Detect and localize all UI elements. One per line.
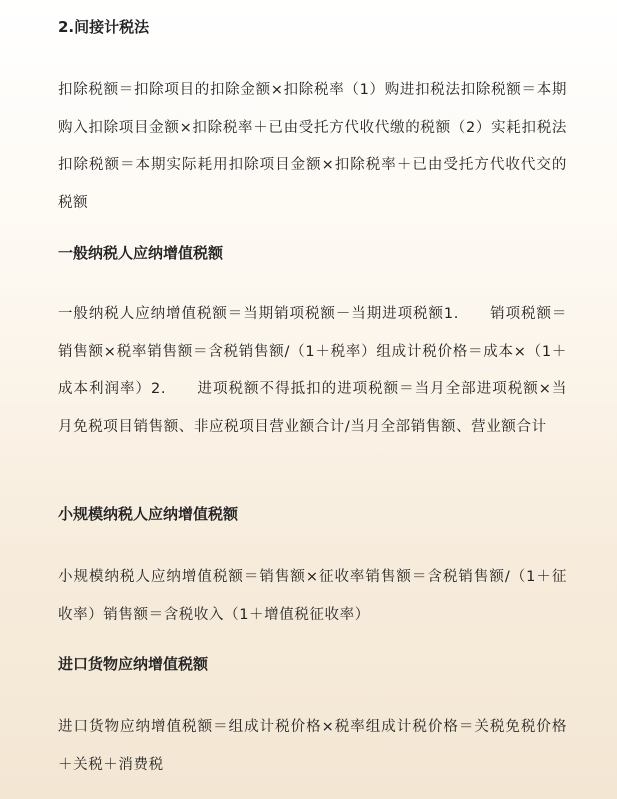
section-indirect-tax-method (58, 16, 567, 222)
section-body: 小规模纳税人应纳增值税额＝销售额×征收率销售额＝含税销售额/（1＋征收率）销售额＝含税收入（1＋增值税征收率） (58, 569, 567, 623)
section-body: 进口货物应纳增值税额＝组成计税价格×税率组成计税价格＝关税免税价格＋关税＋消费税 (58, 719, 567, 773)
section-small-scale-taxpayer (58, 503, 567, 634)
section-heading: 进口货物应纳增值税额 (58, 655, 209, 673)
section-import-goods (58, 653, 567, 784)
section-body: 扣除税额＝扣除项目的扣除金额×扣除税率（1）购进扣税法扣除税额＝本期购入扣除项目金额×扣除税率＋已由受托方代收代缴的税额（2）实耗扣税法扣除税额＝本期实际耗用扣除项目金额×扣除税率＋已由受托方代收代交的税额 (58, 82, 567, 211)
section-heading: 一般纳税人应纳增值税额 (58, 244, 224, 262)
section-body: 一般纳税人应纳增值税额＝当期销项税额－当期进项税额1. 销项税额＝销售额×税率销售额＝含税销售额/（1＋税率）组成计税价格＝成本×（1＋成本利润率）2. 进项税额不得抵扣的进项税额＝当月全部进项税额×当月免税项目销售额、非应税项目营业额合计/当月全部销售额、营业额合计 (58, 306, 567, 435)
section-general-taxpayer (58, 242, 567, 446)
section-heading: 小规模纳税人应纳增值税额 (58, 505, 239, 523)
section-heading: 2.间接计税法 (58, 18, 150, 36)
